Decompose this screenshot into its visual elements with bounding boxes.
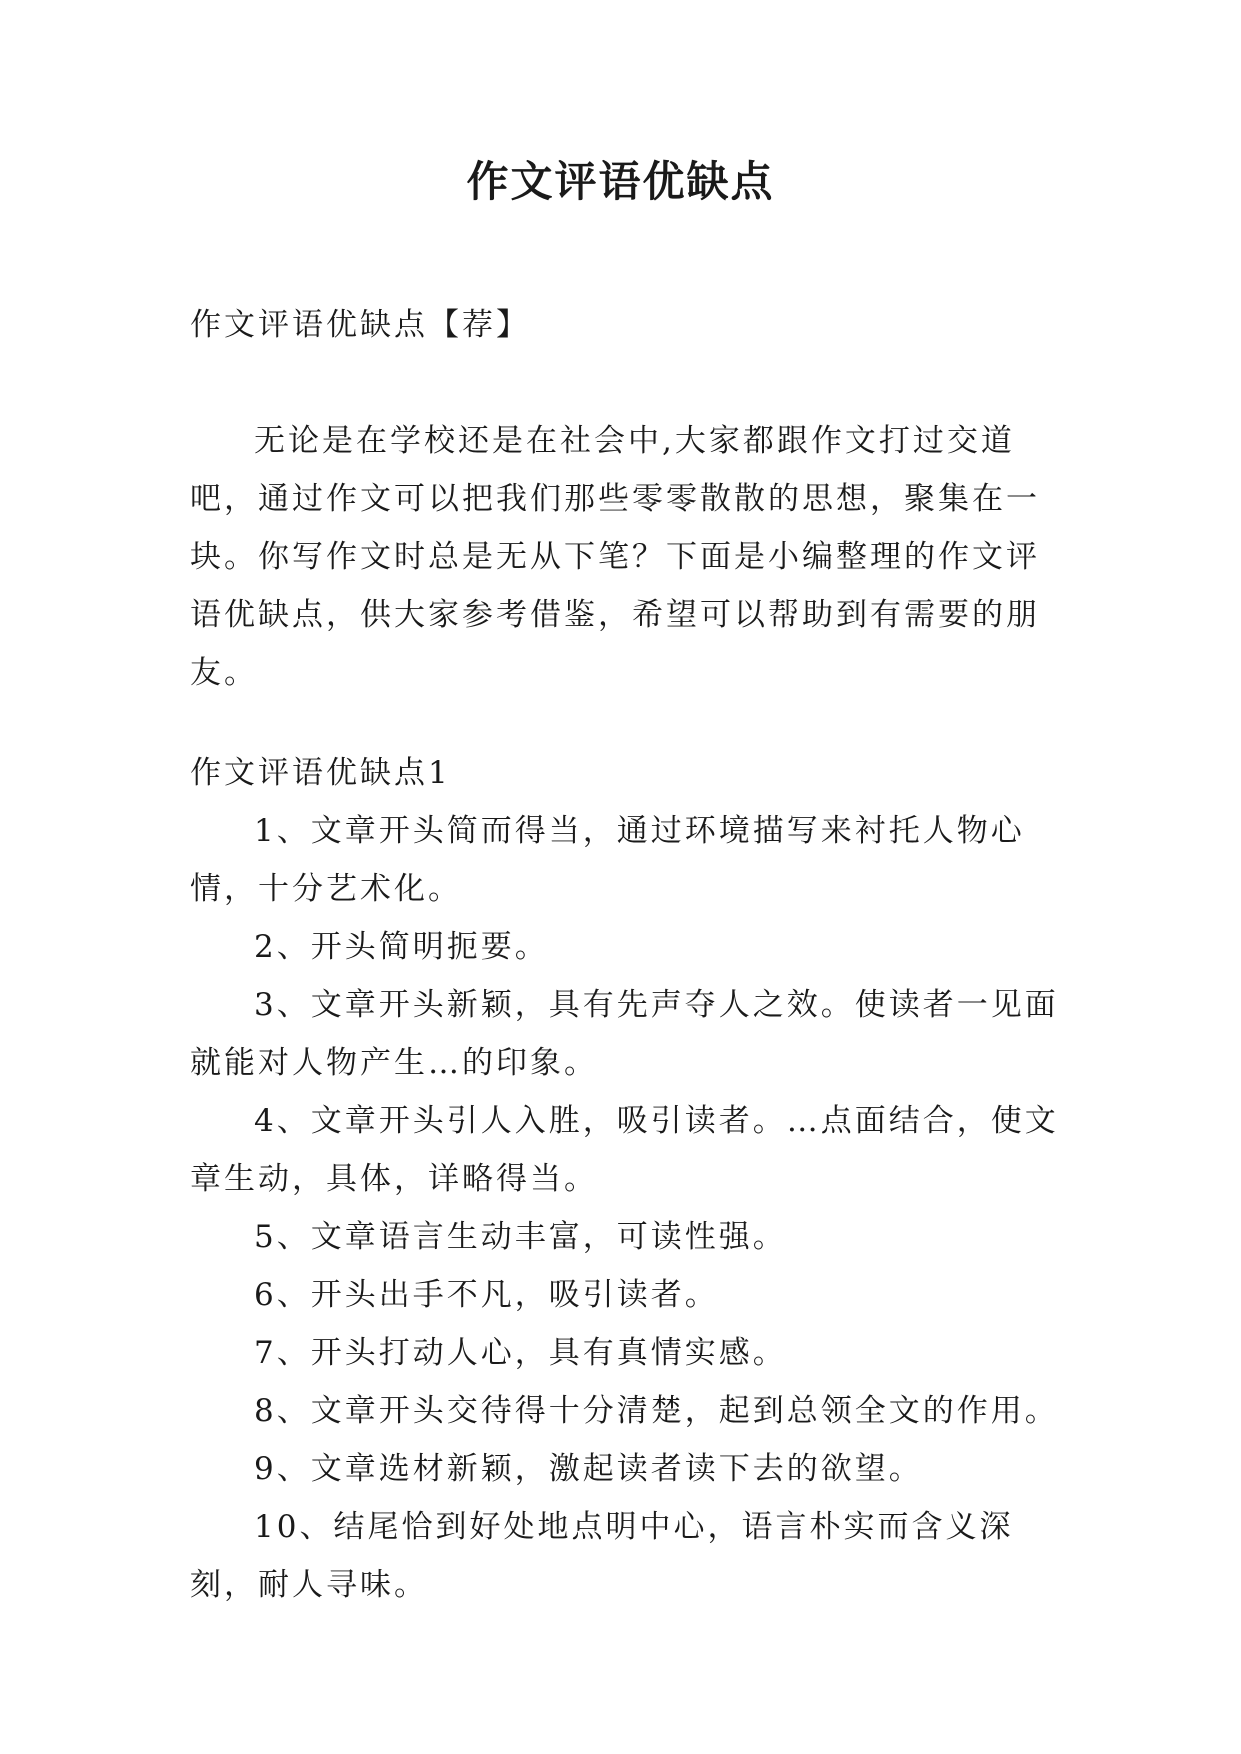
- section-heading: 作文评语优缺点1: [190, 755, 451, 791]
- intro-paragraph: 无论是在学校还是在社会中,大家都跟作文打过交道吧，通过作文可以把我们那些零零散散的思想，聚集在一块。你写作文时总是无从下笔？下面是小编整理的作文评语优缺点，供大家参考借鉴，希望可以帮助到有需要的朋友。: [190, 423, 1040, 691]
- list-item: 10、结尾恰到好处地点明中心，语言朴实而含义深刻，耐人寻味。: [190, 1509, 1014, 1603]
- list-item: 5、文章语言生动丰富，可读性强。: [254, 1219, 787, 1255]
- document-title: 作文评语优缺点: [466, 157, 775, 206]
- list-item: 1、文章开头简而得当，通过环境描写来衬托人物心情，十分艺术化。: [190, 813, 1025, 907]
- document-subtitle: 作文评语优缺点【荐】: [190, 307, 530, 343]
- list-item: 2、开头简明扼要。: [254, 929, 549, 965]
- list-item: 7、开头打动人心，具有真情实感。: [254, 1335, 787, 1371]
- list-item: 6、开头出手不凡，吸引读者。: [254, 1277, 719, 1313]
- document-body: [190, 296, 1062, 1614]
- list-item: 8、文章开头交待得十分清楚，起到总领全文的作用。: [254, 1393, 1059, 1429]
- list-item: 9、文章选材新颖，激起读者读下去的欲望。: [254, 1451, 923, 1487]
- list-item: 3、文章开头新颖，具有先声夺人之效。使读者一见面就能对人物产生…的印象。: [190, 987, 1059, 1081]
- list-item: 4、文章开头引人入胜，吸引读者。…点面结合，使文章生动，具体，详略得当。: [190, 1103, 1059, 1197]
